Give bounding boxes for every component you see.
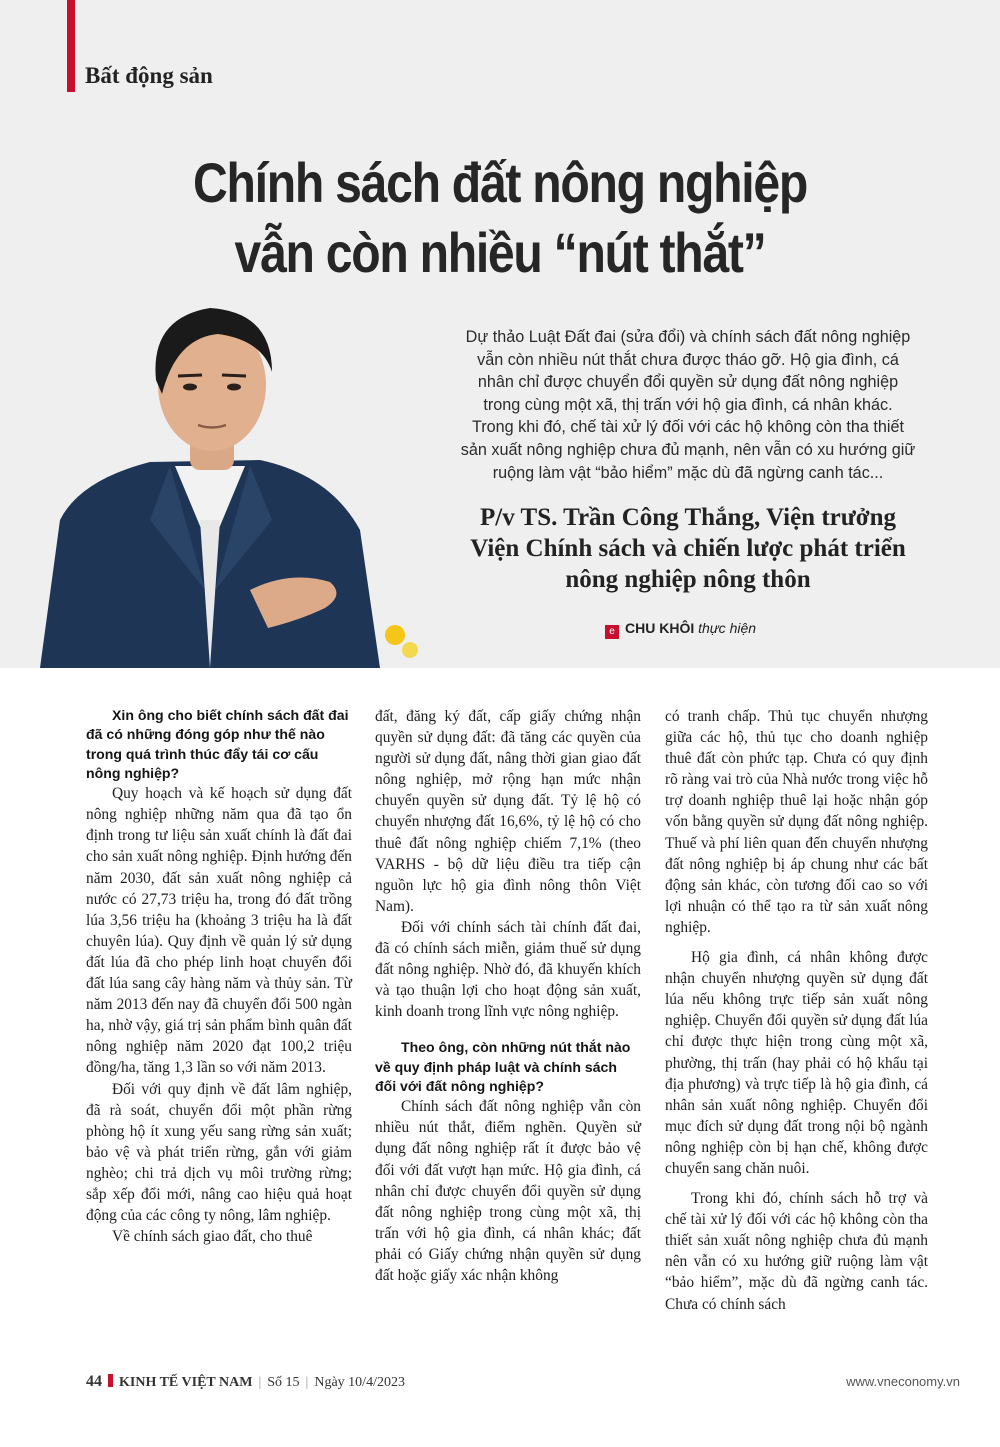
lede-line: sản xuất nông nghiệp chưa đủ mạnh, nên vẫn có xu hướng giữ bbox=[460, 440, 916, 459]
lede-line: nhân chỉ được chuyển đổi quyền sử dụng đất nông nghiệp bbox=[477, 373, 899, 392]
footer-separator: | bbox=[258, 1375, 262, 1390]
byline-author: CHU KHÔI bbox=[625, 620, 695, 636]
article-lede bbox=[428, 326, 948, 484]
lede-line: Dự thảo Luật Đất đai (sửa đổi) và chính sách đất nông nghiệp bbox=[465, 328, 911, 346]
body-paragraph: Trong khi đó, chính sách hỗ trợ và chế tài xử lý đối với các hộ không còn tha thiết sản xuất nông nghiệp chưa đủ mạnh nên vẫn có xu hướng giữ ruộng làm vật “bảo hiểm”, mặc dù đã ngừng canh tác. Chưa có chính sách bbox=[665, 1190, 928, 1313]
headline-line-1: Chính sách đất nông nghiệp bbox=[193, 151, 807, 214]
headline-line-2: vẫn còn nhiều “nút thắt” bbox=[234, 221, 766, 284]
column-2 bbox=[375, 706, 641, 1286]
body-paragraph: Quy hoạch và kế hoạch sử dụng đất nông nghiệp những năm qua đã tạo ổn định trong tư liệu sản xuất chính là đất đai cho sản xuất nông nghiệp. Định hướng đến năm 2030, đất sản xuất nông nghiệp cả nước có 27,73 triệu ha, trong đó đất trồng lúa 3,56 triệu ha (khoảng 3 triệu ha là đất chuyên lúa). Quy định về quản lý sử dụng đất lúa đã cho phép linh hoạt chuyển đổi đất lúa sang cây hàng năm và thủy sản. Từ năm 2013 đến nay đã chuyển đổi 500 ngàn ha, nhờ vậy, giá trị sản phẩm bình quân đất nông nghiệp năm 2020 đạt 100,2 triệu đồng/ha, tăng 1,3 lần so với năm 2013. bbox=[86, 785, 352, 1077]
interview-question: Xin ông cho biết chính sách đất đai đã có những đóng góp như thế nào trong quá trình thúc đẩy tái cơ cấu nông nghiệp? bbox=[86, 707, 349, 781]
issue-number: Số 15 bbox=[267, 1375, 300, 1390]
page-footer bbox=[86, 1373, 960, 1393]
footer-accent-mark bbox=[108, 1374, 113, 1387]
body-paragraph: Hộ gia đình, cá nhân không được nhận chuyển nhượng quyền sử dụng đất lúa nếu không trực tiếp sản xuất nông nghiệp. Chuyển đổi quyền sử dụng đất lúa chỉ được thực hiện trong cùng một xã, phường, thị trấn (hay phải có hộ khẩu tại địa phương) và trực tiếp là hộ gia đình, cá nhân sản xuất nông nghiệp. Chuyển đổi mục đích sử dụng đất trong nội bộ ngành nông nghiệp còn bị hạn chế, không được chuyển sang chăn nuôi. bbox=[665, 949, 928, 1177]
body-paragraph: đất, đăng ký đất, cấp giấy chứng nhận quyền sử dụng đất: đã tăng các quyền của người sử dụng đất, nâng thời gian giao đất nông nghiệp, mở rộng hạn mức nhận chuyển quyền sử dụng đất. Tỷ lệ hộ có chuyển nhượng đất 16,6%, tỷ lệ hộ có cho thuê đất nông nghiệp chiếm 7,1% (theo VARHS - bộ dữ liệu điều tra tiếp cận nguồn lực hộ gia đình nông thôn Việt Nam). bbox=[375, 708, 641, 915]
interviewee-line: Viện Chính sách và chiến lược phát triển bbox=[470, 535, 906, 562]
interviewee-line: nông nghiệp nông thôn bbox=[565, 566, 811, 593]
lede-line: trong cùng một xã, thị trấn với hộ gia đình, cá nhân khác. bbox=[483, 395, 893, 414]
body-paragraph: Về chính sách giao đất, cho thuê bbox=[112, 1228, 313, 1246]
column-1 bbox=[86, 706, 352, 1247]
interviewee-line: P/v TS. Trần Công Thắng, Viện trưởng bbox=[480, 504, 896, 531]
interviewee-portrait bbox=[0, 290, 420, 668]
byline bbox=[605, 620, 756, 639]
publisher-mark-icon: e bbox=[605, 625, 619, 639]
footer-separator: | bbox=[305, 1375, 309, 1390]
lede-line: ruộng làm vật “bảo hiểm” mặc dù đã ngừng canh tác... bbox=[492, 463, 884, 482]
lede-line: vẫn còn nhiều nút thắt chưa được tháo gỡ. Hộ gia đình, cá bbox=[477, 350, 899, 369]
issue-date: Ngày 10/4/2023 bbox=[314, 1375, 405, 1390]
body-paragraph: có tranh chấp. Thủ tục chuyển nhượng giữa các hộ, thủ tục cho doanh nghiệp thuê đất còn phức tạp. Chưa có quy định rõ ràng vai trò của Nhà nước trong việc hỗ trợ doanh nghiệp thuê lại hoặc nhận góp vốn bằng quyền sử dụng đất nông nghiệp. Thuế và phí liên quan đến chuyển nhượng đất nông nghiệp bị áp chung như các bất động sản khác, còn tương đối cao so với lợi nhuận có thể tạo ra từ sản xuất nông nghiệp. bbox=[665, 708, 928, 936]
section-accent-bar bbox=[67, 0, 75, 92]
magazine-name: KINH TẾ VIỆT NAM bbox=[119, 1375, 253, 1390]
section-label: Bất động sản bbox=[85, 63, 213, 88]
body-paragraph: Đối với chính sách tài chính đất đai, đã có chính sách miễn, giảm thuế sử dụng đất nông nghiệp. Nhờ đó, đã khuyến khích và tạo thuận lợi cho hoạt động sản xuất, kinh doanh trong lĩnh vực nông nghiệp. bbox=[375, 918, 641, 1021]
lede-line: Trong khi đó, chế tài xử lý đối với các hộ không còn tha thiết bbox=[471, 418, 905, 437]
column-3 bbox=[665, 706, 928, 1315]
byline-role: thực hiện bbox=[698, 620, 757, 636]
page-number: 44 bbox=[86, 1373, 102, 1390]
interviewee-credit bbox=[420, 502, 956, 595]
body-paragraph: Đối với quy định về đất lâm nghiệp, đã rà soát, chuyển đổi một phần rừng phòng hộ ít xung yếu sang rừng sản xuất; bảo vệ và phát triển rừng, gắn với giảm nghèo; chi trả dịch vụ môi trường rừng; sắp xếp đổi mới, nâng cao hiệu quả hoạt động của các công ty nông, lâm nghiệp. bbox=[86, 1080, 352, 1225]
website-link[interactable]: www.vneconomy.vn bbox=[846, 1374, 960, 1389]
body-paragraph: Chính sách đất nông nghiệp vẫn còn nhiều nút thắt, điểm nghẽn. Quyền sử dụng đất nông nghiệp rất ít được bảo vệ đối với đất vượt hạn mức. Hộ gia đình, cá nhân chỉ được chuyển đổi quyền sử dụng đất nông nghiệp trong cùng một xã, thị trấn với hộ gia đình, cá nhân khác; đất phải có Giấy chứng nhận quyền sử dụng đất hoặc giấy xác nhận không bbox=[375, 1098, 641, 1285]
article-headline bbox=[0, 148, 1000, 288]
interview-question: Theo ông, còn những nút thắt nào về quy định pháp luật và chính sách đối với đất nông nghiệp? bbox=[375, 1039, 631, 1094]
